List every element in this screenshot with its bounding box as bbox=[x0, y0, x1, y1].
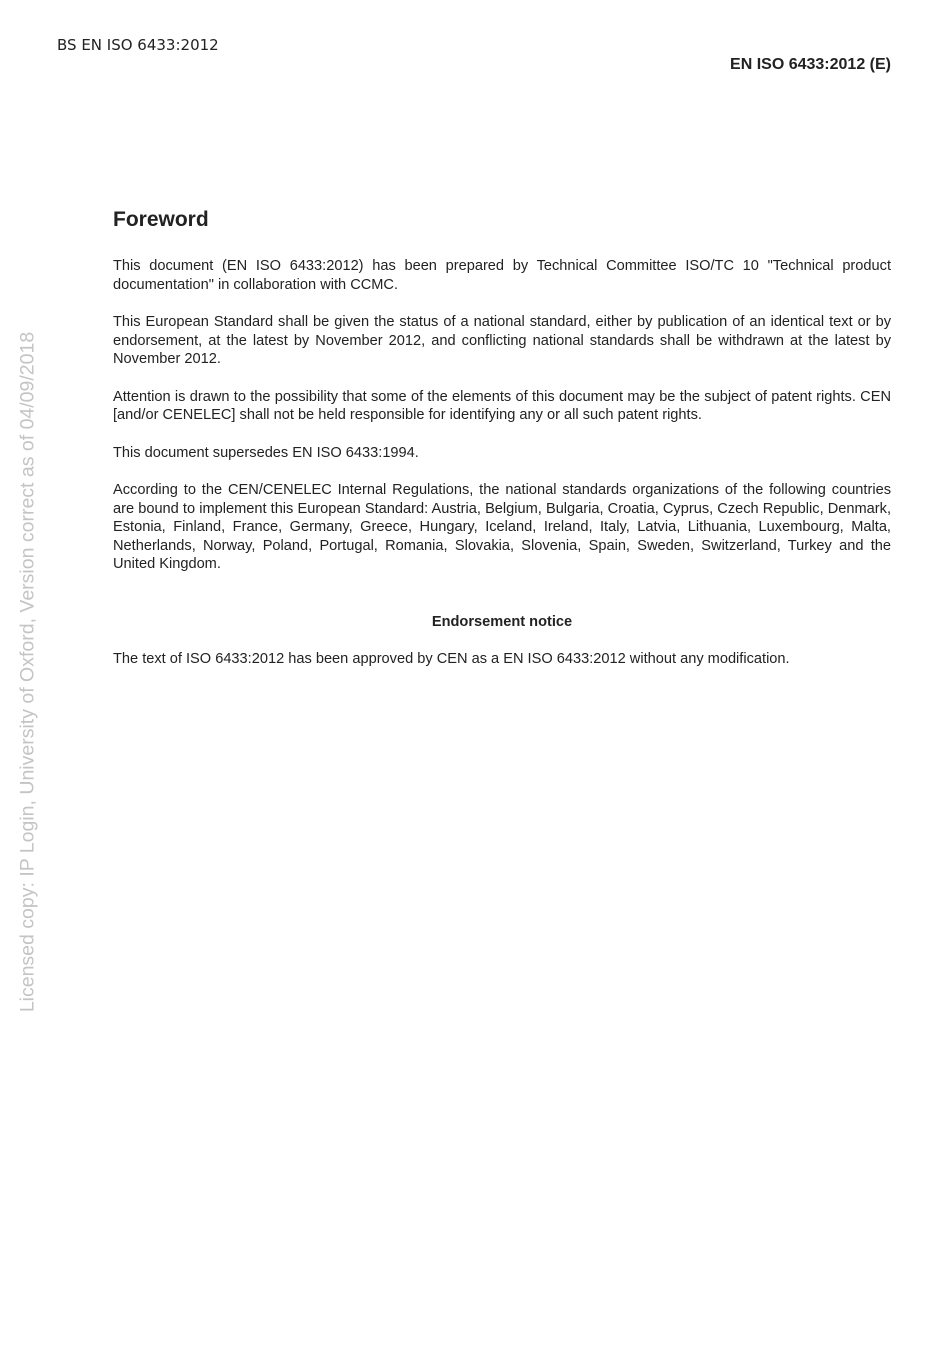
license-watermark: Licensed copy: IP Login, University of Oxford, Version correct as of 04/09/2018 bbox=[16, 331, 39, 1013]
foreword-paragraph: According to the CEN/CENELEC Internal Regulations, the national standards organizations of the following countries are bound to implement this European Standard: Austria, Belgium, Bulgaria, Croatia, Cyprus, Czech Republic, Denmark, Estonia, Finland, France, Germany, Greece, Hungary, Iceland, Ireland, Italy, Latvia, Lithuania, Luxembourg, Malta, Netherlands, Norway, Poland, Portugal, Romania, Slovakia, Slovenia, Spain, Sweden, Switzerland, Turkey and the United Kingdom. bbox=[113, 482, 891, 572]
endorsement-notice-text: The text of ISO 6433:2012 has been approved by CEN as a EN ISO 6433:2012 without any modification. bbox=[113, 651, 790, 667]
foreword-title: Foreword bbox=[113, 208, 209, 231]
foreword-paragraph: This European Standard shall be given the status of a national standard, either by publication of an identical text or by endorsement, at the latest by November 2012, and conflicting national standards shall be withdrawn at the latest by November 2012. bbox=[113, 314, 891, 367]
document-id-left: BS EN ISO 6433:2012 bbox=[57, 36, 219, 54]
foreword-paragraph: This document (EN ISO 6433:2012) has been prepared by Technical Committee ISO/TC 10 "Technical product documentation" in collaboration with CCMC. bbox=[113, 258, 891, 293]
endorsement-notice-title: Endorsement notice bbox=[431, 613, 573, 630]
document-id-right: EN ISO 6433:2012 (E) bbox=[730, 56, 891, 73]
foreword-paragraph: Attention is drawn to the possibility that some of the elements of this document may be the subject of patent rights. CEN [and/or CENELEC] shall not be held responsible for identifying any or all such patent rights. bbox=[113, 388, 891, 423]
page-content bbox=[113, 206, 891, 688]
foreword-paragraph: This document supersedes EN ISO 6433:1994. bbox=[113, 444, 419, 461]
